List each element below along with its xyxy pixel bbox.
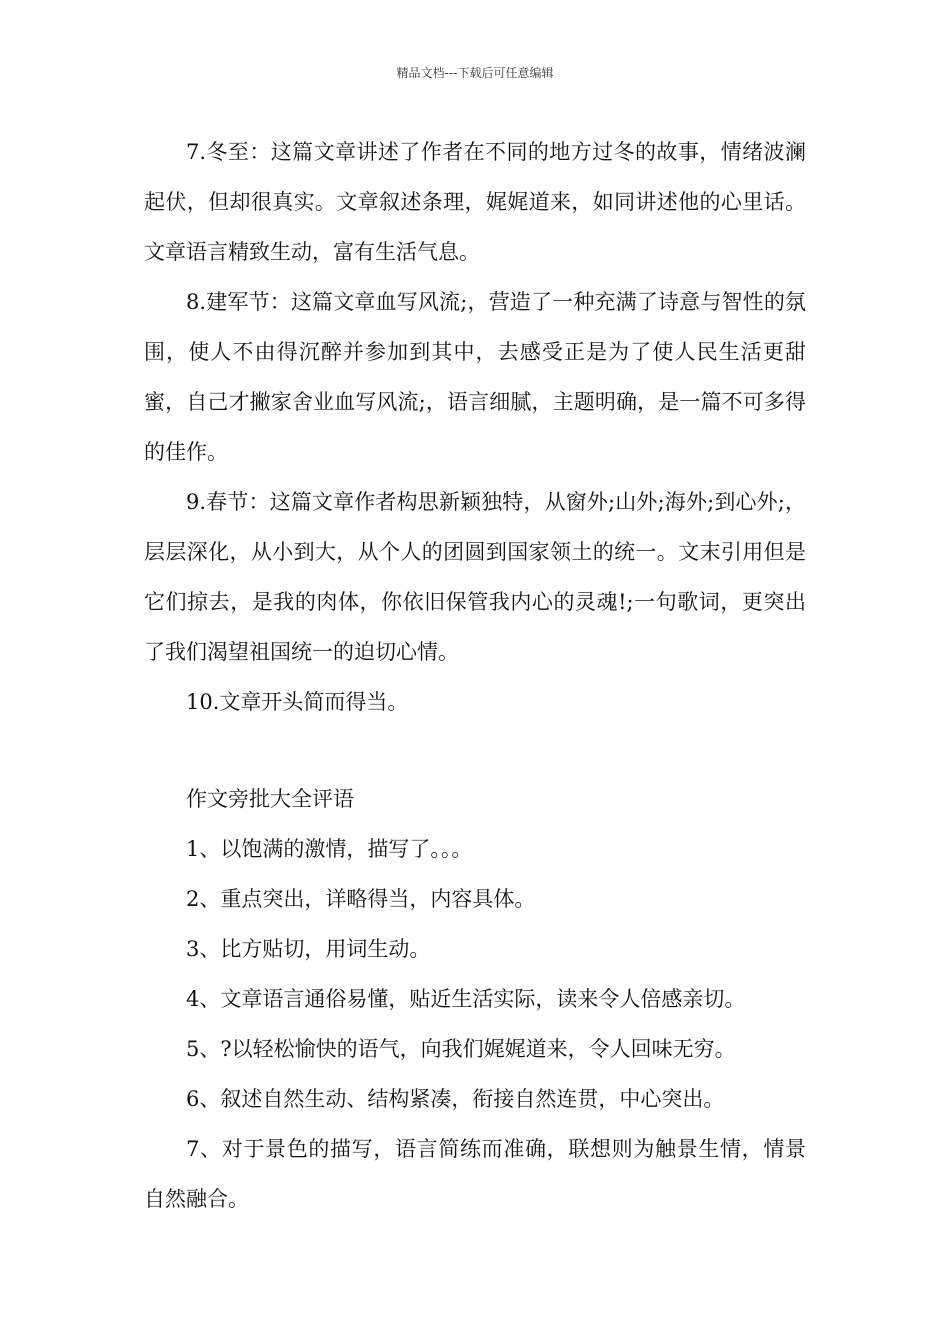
- document-body: [144, 127, 806, 1224]
- section-title: 作文旁批大全评语: [186, 787, 354, 811]
- section-gap: [144, 727, 806, 774]
- comment-item-6: 6、叙述自然生动、结构紧凑，衔接自然连贯，中心突出。: [186, 1087, 725, 1111]
- paragraph-7-dongzhi: 7.冬至：这篇文章讲述了作者在不同的地方过冬的故事，情绪波澜起伏，但却很真实。文章叙述条理，娓娓道来，如同讲述他的心里话。文章语言精致生动，富有生活气息。: [144, 140, 806, 264]
- paragraph-10: 10.文章开头简而得当。: [186, 690, 409, 714]
- paragraph-8-jianjunjie: 8.建军节：这篇文章血写风流;，营造了一种充满了诗意与智性的氛围，使人不由得沉醉并参加到其中，去感受正是为了使人民生活更甜蜜，自己才撇家舍业血写风流;，语言细腻，主题明确，是一篇不可多得的佳作。: [144, 290, 806, 464]
- comment-item-7: 7、对于景色的描写，语言简练而准确，联想则为触景生情，情景自然融合。: [144, 1137, 806, 1211]
- comment-item-1: 1、以饱满的激情，描写了。。。: [186, 837, 473, 861]
- comment-item-2: 2、重点突出，详略得当，内容具体。: [186, 887, 536, 911]
- comment-item-5: 5、?以轻松愉快的语气，向我们娓娓道来，令人回味无穷。: [186, 1037, 736, 1061]
- comment-item-4: 4、文章语言通俗易懂，贴近生活实际，读来令人倍感亲切。: [186, 987, 746, 1011]
- page-header: 精品文档---下载后可任意编辑: [396, 66, 554, 80]
- paragraph-9-chunjie: 9.春节：这篇文章作者构思新颖独特，从窗外;山外;海外;到心外;，层层深化，从小到大，从个人的团圆到国家领土的统一。文末引用但是它们掠去，是我的肉体，你依旧保管我内心的灵魂!;一句歌词，更突出了我们渴望祖国统一的迫切心情。: [144, 490, 806, 664]
- comment-item-3: 3、比方贴切，用词生动。: [186, 937, 431, 961]
